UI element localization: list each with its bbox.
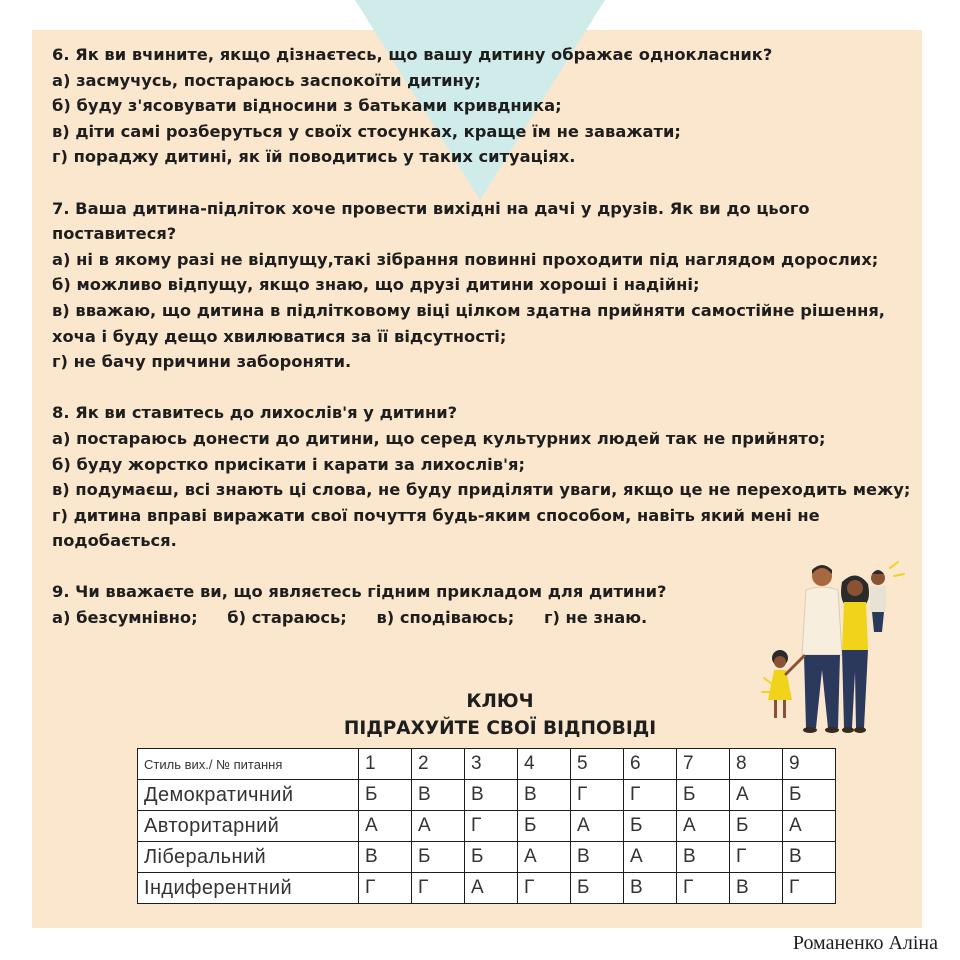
table-header-cell: 6 — [624, 749, 677, 780]
option-a: а) ні в якому разі не відпущу,такі зібрання повинні проходити під наглядом дорослих; — [52, 249, 879, 269]
question-text: 9. Чи вважаєте ви, що являєтесь гідним прикладом для дитини? — [52, 582, 667, 602]
style-name: Авторитарний — [138, 811, 359, 842]
table-header-cell: 5 — [571, 749, 624, 780]
table-cell: В — [730, 873, 783, 904]
table-cell: Г — [624, 780, 677, 811]
table-cell: В — [571, 842, 624, 873]
table-header-cell: 4 — [518, 749, 571, 780]
table-cell: Г — [465, 811, 518, 842]
table-header-cell: 7 — [677, 749, 730, 780]
table-header-cell: 3 — [465, 749, 518, 780]
table-cell: А — [677, 811, 730, 842]
table-cell: А — [571, 811, 624, 842]
table-cell: Б — [730, 811, 783, 842]
table-cell: Г — [571, 780, 624, 811]
style-name: Демократичний — [138, 780, 359, 811]
style-name: Ліберальний — [138, 842, 359, 873]
table-cell: В — [624, 873, 677, 904]
option-d: г) пораджу дитині, як їй поводитись у таких ситуаціях. — [52, 147, 576, 167]
question-6 — [52, 42, 932, 170]
table-header-row — [138, 749, 836, 780]
table-cell: Б — [359, 780, 412, 811]
table-cell: Б — [571, 873, 624, 904]
table-header-cell: 9 — [783, 749, 836, 780]
option-c: в) вважаю, що дитина в підлітковому віці цілком здатна прийняти самостійне рішення, хоча і буду дещо хвилюватися за її відсутності; — [52, 300, 885, 346]
table-cell: В — [465, 780, 518, 811]
table-cell: А — [359, 811, 412, 842]
option-a: а) безсумнівно; — [52, 608, 198, 628]
table-cell: Г — [359, 873, 412, 904]
question-text: 7. Ваша дитина-підліток хоче провести вихідні на дачі у друзів. Як ви до цього поставитеся? — [52, 198, 810, 244]
table-cell: Б — [518, 811, 571, 842]
table-cell: А — [465, 873, 518, 904]
table-cell: Г — [518, 873, 571, 904]
option-c: в) подумаєш, всі знають ці слова, не буду приділяти уваги, якщо це не переходить межу; — [52, 480, 911, 500]
table-cell: Г — [730, 842, 783, 873]
option-a: а) засмучусь, постараюсь заспокоїти дитину; — [52, 70, 481, 90]
table-cell: Г — [783, 873, 836, 904]
table-cell: В — [359, 842, 412, 873]
table-cell: В — [677, 842, 730, 873]
option-b: б) можливо відпущу, якщо знаю, що друзі дитини хороші і надійні; — [52, 275, 700, 295]
table-cell: Г — [412, 873, 465, 904]
option-d: г) не бачу причини забороняти. — [52, 352, 352, 372]
table-cell: А — [783, 811, 836, 842]
option-d: г) дитина вправі виражати свої почуття будь-яким способом, навіть який мені не подобається. — [52, 505, 820, 551]
table-cell: Г — [677, 873, 730, 904]
table-header-cell: 1 — [359, 749, 412, 780]
table-cell: Б — [677, 780, 730, 811]
family-illustration — [760, 560, 910, 740]
table-cell: В — [783, 842, 836, 873]
option-b: б) буду з'ясовувати відносини з батьками кривдника; — [52, 96, 562, 116]
table-header-cell: 2 — [412, 749, 465, 780]
key-subtitle: ПІДРАХУЙТЕ СВОЇ ВІДПОВІДІ — [343, 718, 657, 739]
option-b: б) буду жорстко присікати і карати за лихослів'я; — [52, 454, 525, 474]
answer-key-table — [137, 748, 836, 904]
key-title: КЛЮЧ — [466, 691, 534, 712]
table-cell: В — [518, 780, 571, 811]
author-signature: Романенко Аліна — [792, 932, 938, 954]
table-cell: Б — [783, 780, 836, 811]
table-row — [138, 780, 836, 811]
option-c: в) діти самі розберуться у своїх стосунках, краще їм не заважати; — [52, 121, 681, 141]
option-d: г) не знаю. — [543, 608, 648, 628]
option-b: б) стараюсь; — [227, 608, 347, 628]
table-cell: В — [412, 780, 465, 811]
style-name: Індиферентний — [138, 873, 359, 904]
question-7 — [52, 196, 932, 375]
table-cell: Б — [624, 811, 677, 842]
table-cell: А — [518, 842, 571, 873]
table-cell: А — [730, 780, 783, 811]
question-text: 6. Як ви вчините, якщо дізнаєтесь, що вашу дитину ображає однокласник? — [52, 45, 773, 64]
option-a: а) постараюсь донести до дитини, що серед культурних людей так не прийнято; — [52, 428, 826, 448]
table-cell: А — [412, 811, 465, 842]
option-c: в) сподіваюсь; — [376, 608, 515, 628]
table-cell: А — [624, 842, 677, 873]
table-row — [138, 842, 836, 873]
table-row — [138, 873, 836, 904]
question-8 — [52, 400, 932, 554]
table-cell: Б — [412, 842, 465, 873]
question-text: 8. Як ви ставитесь до лихослів'я у дитини? — [52, 403, 458, 423]
table-row — [138, 811, 836, 842]
table-header-cell: Стиль вих./ № питання — [138, 749, 359, 780]
table-cell: Б — [465, 842, 518, 873]
table-header-cell: 8 — [730, 749, 783, 780]
